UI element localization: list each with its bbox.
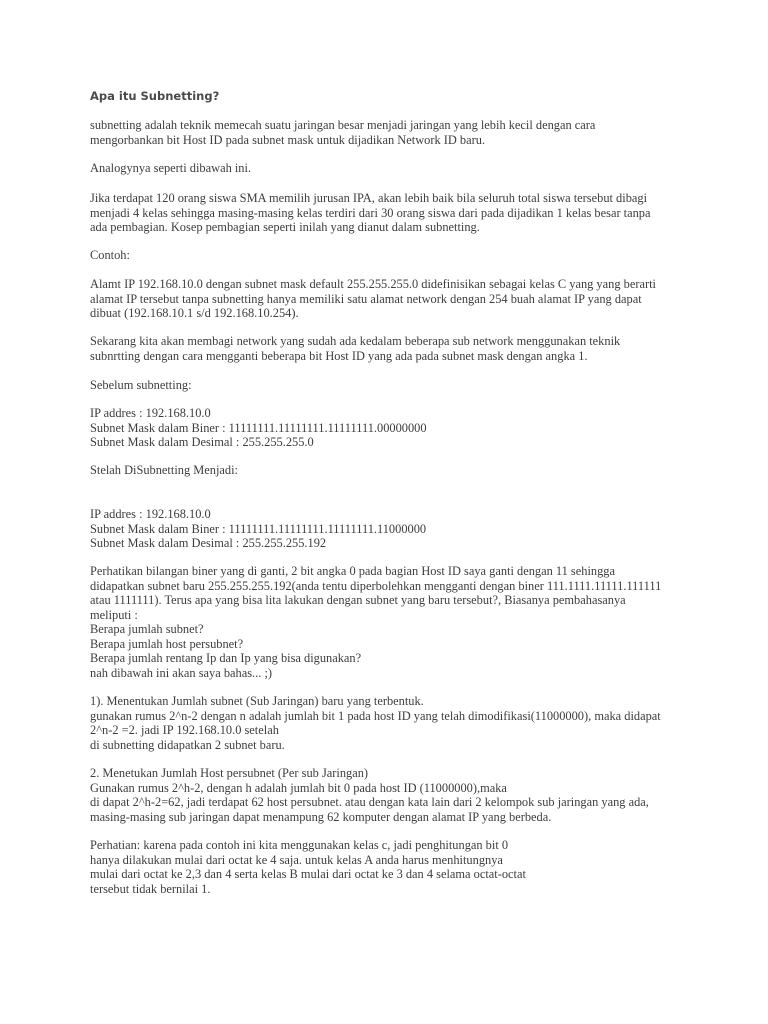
- text-line: Stelah DiSubnetting Menjadi:: [90, 463, 238, 477]
- text-line: alamat IP tersebut tanpa subnetting hanya memiliki satu alamat network dengan 254 buah alamat IP yang dapat: [90, 291, 642, 306]
- text-line: subnetting adalah teknik memecah suatu jaringan besar menjadi jaringan yang lebih kecil dengan cara: [90, 118, 596, 132]
- paragraph: [90, 277, 656, 321]
- text-line: didapatkan subnet baru 255.255.255.192(anda tentu diperbolehkan mengganti dengan biner 111.1111.11111.111111: [90, 578, 662, 593]
- paragraph: [90, 191, 651, 235]
- text-line: Subnet Mask dalam Desimal : 255.255.255.0: [90, 435, 314, 449]
- paragraph: [90, 463, 238, 478]
- text-line: Sekarang kita akan membagi network yang sudah ada kedalam beberapa sub network menggunakan teknik: [90, 334, 621, 348]
- paragraph: [90, 507, 426, 551]
- text-line: di subnetting didapatkan 2 subnet baru.: [90, 737, 285, 752]
- text-line: dibuat (192.168.10.1 s/d 192.168.10.254).: [90, 306, 299, 320]
- text-line: mengorbankan bit Host ID pada subnet mask untuk dijadikan Network ID baru.: [90, 132, 486, 147]
- text-line: 2. Menetukan Jumlah Host persubnet (Per sub Jaringan): [90, 766, 369, 780]
- text-line: Perhatikan bilangan biner yang di ganti, 2 bit angka 0 pada bagian Host ID saya ganti dengan 11 sehingga: [90, 564, 615, 578]
- text-line: Berapa jumlah host persubnet?: [90, 636, 244, 651]
- text-line: Sebelum subnetting:: [90, 378, 192, 392]
- text-line: atau 1111111). Terus apa yang bisa lita lakukan dengan subnet yang baru tersebut?, Biasanya pembahasanya: [90, 593, 626, 607]
- paragraph: [90, 406, 427, 450]
- text-line: Jika terdapat 120 orang siswa SMA memilih jurusan IPA, akan lebih baik bila seluruh total siswa tersebut dibagi: [90, 191, 648, 205]
- text-line: nah dibawah ini akan saya bahas... ;): [90, 665, 273, 680]
- paragraph: [90, 378, 192, 393]
- text-line: Subnet Mask dalam Biner : 11111111.11111111.11111111.11000000: [90, 521, 427, 536]
- text-line: menjadi 4 kelas sehingga masing-masing kelas terdiri dari 30 orang siswa dari pada dijadikan 1 kelas besar tanpa: [90, 205, 651, 220]
- paragraph: [90, 161, 251, 176]
- text-line: Contoh:: [90, 248, 130, 262]
- text-line: Alamt IP 192.168.10.0 dengan subnet mask default 255.255.255.0 didefinisikan sebagai kelas C yang yang berarti: [90, 277, 656, 291]
- text-line: di dapat 2^h-2=62, jadi terdapat 62 host persubnet. atau dengan kata lain dari 2 kelompok sub jaringan yang ada,: [90, 795, 649, 809]
- paragraph: [90, 118, 595, 147]
- text-line: IP addres : 192.168.10.0: [90, 507, 211, 521]
- paragraph: [90, 838, 526, 896]
- text-line: tersebut tidak bernilai 1.: [90, 881, 211, 896]
- text-line: mulai dari octat ke 2,3 dan 4 serta kelas B mulai dari octat ke 3 dan 4 selama octat-octat: [90, 867, 526, 881]
- text-line: Berapa jumlah subnet?: [90, 622, 204, 636]
- text-line: 1). Menentukan Jumlah subnet (Sub Jaringan) baru yang terbentuk.: [90, 694, 424, 708]
- text-line: 2^n-2 =2. jadi IP 192.168.10.0 setelah: [90, 723, 279, 737]
- text-line: subnrtting dengan cara mengganti beberapa bit Host ID yang ada pada subnet mask dengan angka 1.: [90, 348, 588, 363]
- paragraph: [90, 248, 130, 263]
- text-line: meliputi :: [90, 607, 138, 622]
- paragraph: [90, 334, 620, 363]
- text-line: Subnet Mask dalam Desimal : 255.255.255.192: [90, 536, 327, 550]
- text-line: Subnet Mask dalam Biner : 11111111.11111111.11111111.00000000: [90, 420, 427, 435]
- text-line: Berapa jumlah rentang Ip dan Ip yang bisa digunakan?: [90, 651, 362, 665]
- text-line: hanya dilakukan mulai dari octat ke 4 saja. untuk kelas A anda harus menhitungnya: [90, 852, 503, 867]
- text-line: gunakan rumus 2^n-2 dengan n adalah jumlah bit 1 pada host ID yang telah dimodifikasi(11000000), maka didapat: [90, 708, 661, 723]
- page-title: Apa itu Subnetting?: [90, 89, 220, 103]
- text-line: ada pembagian. Kosep pembagian seperti inilah yang dianut dalam subnetting.: [90, 220, 480, 234]
- paragraph: [90, 694, 661, 752]
- text-line: masing-masing sub jaringan dapat menampung 62 komputer dengan alamat IP yang berbeda.: [90, 809, 552, 824]
- paragraph: [90, 564, 661, 680]
- text-line: IP addres : 192.168.10.0: [90, 406, 211, 420]
- paragraph: [90, 766, 649, 824]
- text-line: Gunakan rumus 2^h-2, dengan h adalah jumlah bit 0 pada host ID (11000000),maka: [90, 780, 507, 795]
- text-line: Perhatian: karena pada contoh ini kita menggunakan kelas c, jadi penghitungan bit 0: [90, 838, 509, 852]
- text-line: Analogynya seperti dibawah ini.: [90, 161, 252, 175]
